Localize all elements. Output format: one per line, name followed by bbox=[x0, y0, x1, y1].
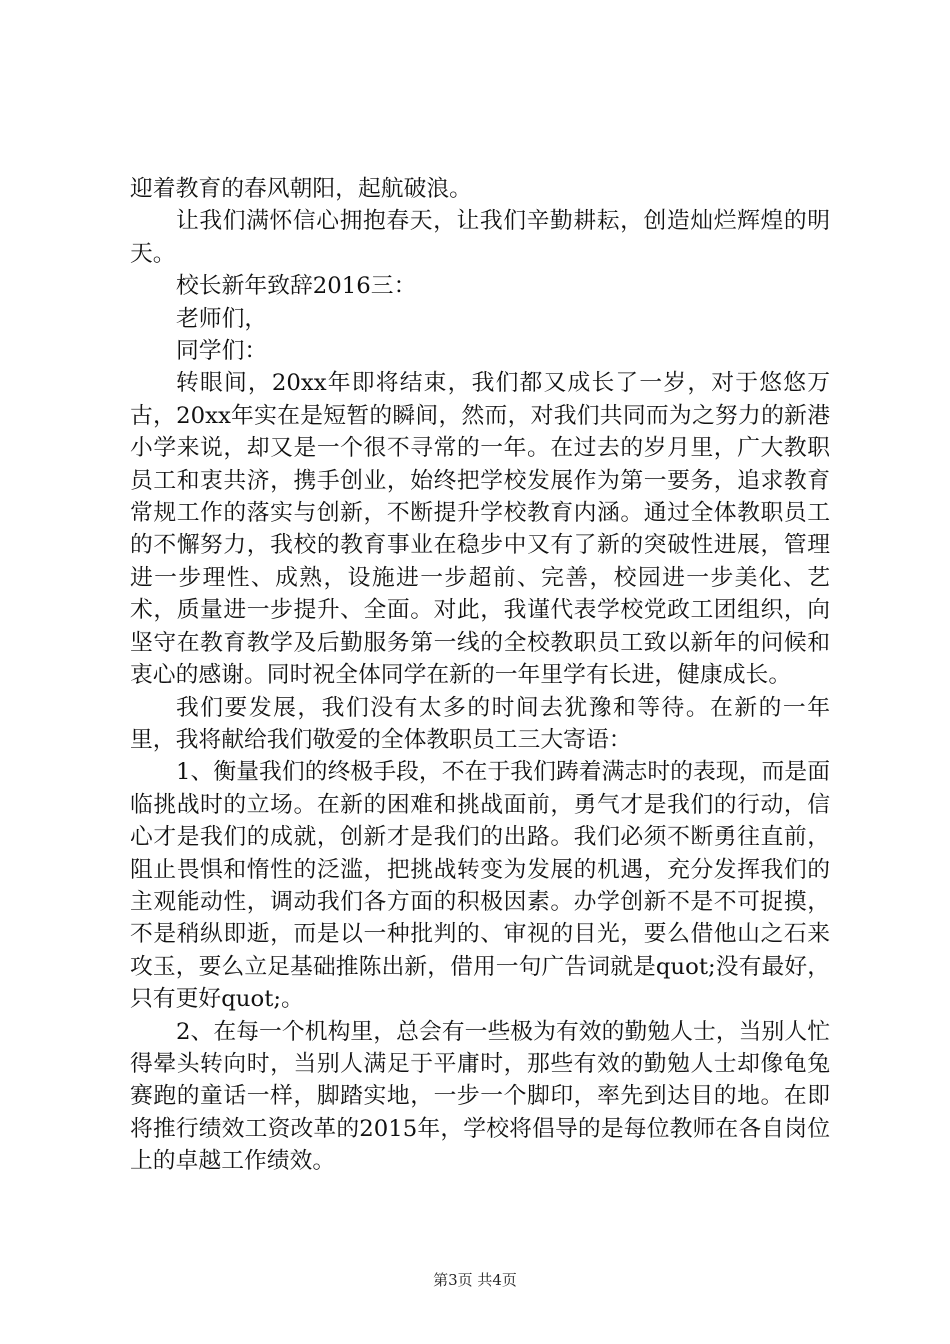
salutation-students: 同学们： bbox=[176, 338, 268, 365]
page-number-footer: 第3页 共4页 bbox=[433, 1271, 517, 1289]
paragraph-year-review: 转眼间，20xx年即将结束，我们都又成长了一岁，对于悠悠万古，20xx年实在是短暂的瞬间，然而，对我们共同而为之努力的新港小学来说，却又是一个很不寻常的一年。在过去的岁月里，广大教职员工和衷共济，携手创业，始终把学校发展作为第一要务，追求教育常规工作的落实与创新，不断提升学校教育内涵。通过全体教职员工的不懈努力，我校的教育事业在稳步中又有了新的突破性进展，管理进一步理性、成熟，设施进一步超前、完善，校园进一步美化、艺术，质量进一步提升、全面。对此，我谨代表学校党政工团组织，向坚守在教育教学及后勤服务第一线的全校教职员工致以新年的问候和衷心的感谢。同时祝全体同学在新的一年里学有长进，健康成长。 bbox=[130, 370, 830, 689]
paragraph-message-2: 2、在每一个机构里，总会有一些极为有效的勤勉人士，当别人忙得晕头转向时，当别人满足于平庸时，那些有效的勤勉人士却像龟兔赛跑的童话一样，脚踏实地，一步一个脚印，率先到达目的地。在即将推行绩效工资改革的2015年，学校将倡导的是每位教师在各自岗位上的卓越工作绩效。 bbox=[130, 1018, 830, 1175]
salutation-teachers: 老师们， bbox=[176, 305, 268, 332]
document-body bbox=[130, 173, 830, 1178]
paragraph-development: 我们要发展，我们没有太多的时间去犹豫和等待。在新的一年里，我将献给我们敬爱的全体教职员工三大寄语： bbox=[130, 694, 830, 753]
paragraph-continuation: 迎着教育的春风朝阳，起航破浪。 bbox=[130, 176, 472, 202]
paragraph-spring: 让我们满怀信心拥抱春天，让我们辛勤耕耘，创造灿烂辉煌的明天。 bbox=[130, 208, 830, 267]
section-heading: 校长新年致辞2016三： bbox=[176, 273, 417, 300]
paragraph-message-1: 1、衡量我们的终极手段，不在于我们踌着满志时的表现，而是面临挑战时的立场。在新的困难和挑战面前，勇气才是我们的行动，信心才是我们的成就，创新才是我们的出路。我们必须不断勇往直前，阻止畏惧和惰性的泛滥，把挑战转变为发展的机遇，充分发挥我们的主观能动性，调动我们各方面的积极因素。办学创新不是不可捉摸，不是稍纵即逝，而是以一种批判的、审视的目光，要么借他山之石来攻玉，要么立足基础推陈出新，借用一句广告词就是quot;没有最好，只有更好quot;。 bbox=[130, 759, 830, 1013]
